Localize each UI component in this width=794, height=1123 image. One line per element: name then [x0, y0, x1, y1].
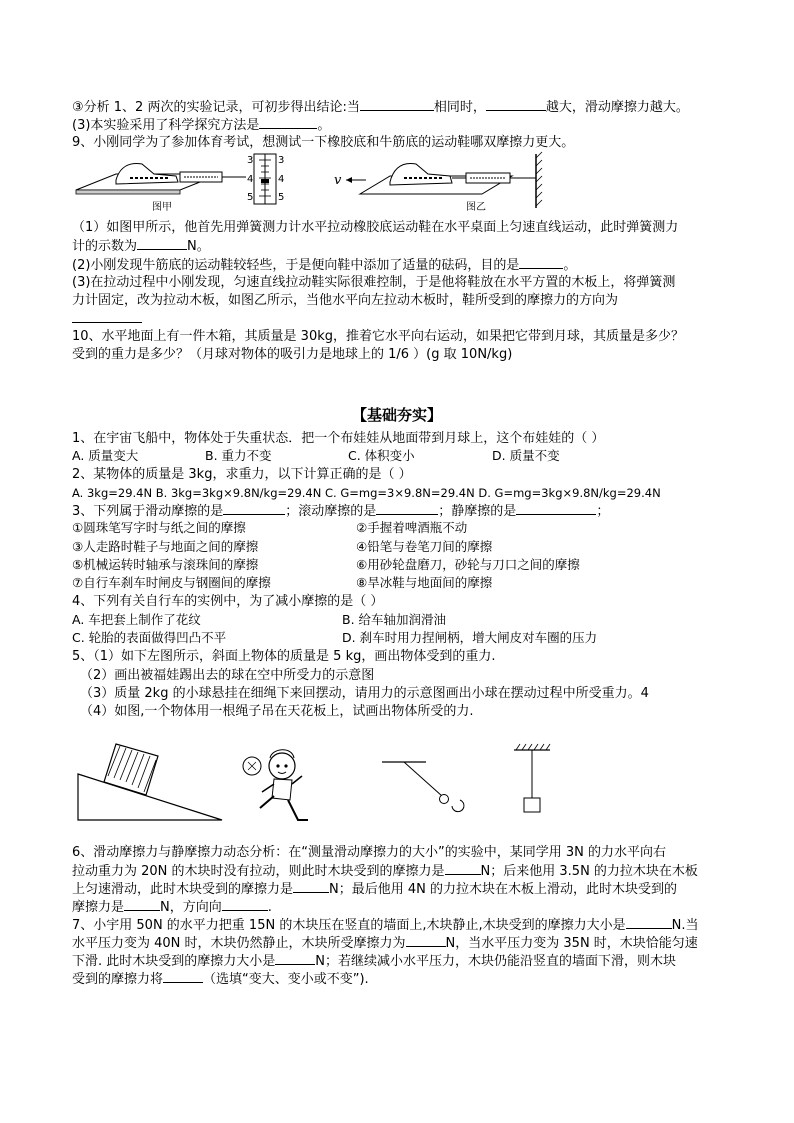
figure-yi	[330, 152, 550, 212]
blank[interactable]	[259, 116, 317, 129]
q1-option-c[interactable]: C. 体积变小	[348, 448, 415, 463]
shoe-icon	[390, 164, 452, 185]
q5-part4: （4）如图,一个物体用一根绳子吊在天花板上，试画出物体所受的力.	[80, 704, 474, 719]
q5-part2: （2）画出被福娃踢出去的球在空中所受力的示意图	[80, 668, 375, 683]
svg-text:5: 5	[278, 192, 285, 203]
q2-options[interactable]: A. 3kg=29.4N B. 3kg=3kg×9.8N/kg=29.4N C. G=mg=3×9.8N=29.4N D. G=mg=3kg×9.8N/kg=29.4N	[72, 486, 661, 500]
q5-part3: （3）质量 2kg 的小球悬挂在细绳下来回摆动，请用力的示意图画出小球在摆动过程中所受重力。4	[80, 686, 649, 701]
q3-stem: 3、下列属于滑动摩擦的是 ；滚动摩擦的是 ；静摩擦的是 ；	[72, 504, 610, 519]
q9-2: (2)小刚发现牛筋底的运动鞋较轻些，于是便向鞋中添加了适量的砝码，目的是 。	[72, 258, 577, 273]
svg-text:3: 3	[247, 155, 254, 166]
q3-item: ⑧旱冰鞋与地面间的摩擦	[356, 575, 493, 590]
svg-text:v: v	[334, 173, 342, 188]
q3-item: ⑥用砂轮盘磨刀，砂轮与刀口之间的摩擦	[356, 557, 580, 572]
incline-figure	[76, 740, 226, 822]
q7-line3: 下滑. 此时木块受到的摩擦力大小是 N；若继续减小水平压力，木块仍能沿竖直的墙面下滑，则木块	[72, 954, 676, 969]
q4-option-a[interactable]: A. 车把套上制作了花纹	[72, 612, 201, 627]
blank[interactable]	[486, 98, 546, 111]
section-title: 【基础夯实】	[351, 406, 442, 424]
mascot-kicking-ball-figure	[238, 746, 322, 826]
q9-3-line3	[72, 310, 142, 328]
blank[interactable]	[516, 502, 596, 515]
ball-icon	[440, 795, 449, 804]
q10-line1: 10、水平地面上有一件木箱，其质量是 30kg，推着它水平向右运动，如果把它带到月球，其质量是多少？	[72, 329, 684, 344]
svg-text:5: 5	[247, 192, 254, 203]
q6-line2: 拉动重力为 20N 的木块时没有拉动，则此时木块受到的摩擦力是 N；后来他用 3.5N 的力拉木块在木板	[72, 864, 698, 879]
q5-part1: 5、（1）如下左图所示，斜面上物体的质量是 5 kg，画出物体受到的重力.	[72, 649, 496, 664]
blank[interactable]	[163, 970, 203, 983]
q4-option-c[interactable]: C. 轮胎的表面做得凹凸不平	[72, 630, 227, 645]
q2-stem: 2、某物体的质量是 3kg，求重力，以下计算正确的是（ ）	[72, 467, 412, 482]
blank[interactable]	[626, 916, 672, 929]
question-9-stem: 9、小刚同学为了参加体育考试，想测试一下橡胶底和牛筋底的运动鞋哪双摩擦力更大。	[72, 135, 575, 150]
pendulum-figure	[378, 752, 478, 814]
scale-reading-figure	[244, 152, 294, 208]
svg-text:4: 4	[278, 174, 285, 185]
q9-3-line2: 力计固定，改为拉动木板，如图乙所示，当他水平向左拉动木板时，鞋所受到的摩擦力的方向为	[72, 293, 619, 308]
blank[interactable]	[223, 502, 285, 515]
q10-line2: 受到的重力是多少？（月球对物体的吸引力是地球上的 1/6 ）(g 取 10N/kg)	[72, 347, 513, 362]
blank[interactable]	[124, 898, 160, 911]
q1-option-a[interactable]: A. 质量变大	[72, 448, 139, 463]
blank[interactable]	[293, 880, 329, 893]
hanging-box-figure	[510, 742, 554, 822]
q1-stem: 1、在宇宙飞船中，物体处于失重状态．把一个布娃娃从地面带到月球上，这个布娃娃的（ ）	[72, 431, 605, 446]
blank[interactable]	[519, 256, 563, 269]
blank[interactable]	[445, 862, 481, 875]
q6-line3: 上匀速滑动，此时木块受到的摩擦力是 N；最后他用 4N 的力拉木块在木板上滑动，此时木块受到的	[72, 882, 678, 897]
q4-stem: 4、下列有关自行车的实例中，为了减小摩擦的是（ ）	[72, 594, 384, 609]
q3-item: ③人走路时鞋子与地面之间的摩擦	[72, 539, 259, 554]
svg-text:3: 3	[278, 155, 285, 166]
q4-option-b[interactable]: B. 给车轴加润滑油	[342, 612, 447, 627]
q9-3-line1: (3)在拉动过程中小刚发现，匀速直线拉动鞋实际很难控制，于是他将鞋放在水平方置的木板上，将弹簧测	[72, 275, 676, 290]
q9-1-line1: （1）如图甲所示，他首先用弹簧测力计水平拉动橡胶底运动鞋在水平桌面上匀速直线运动，此时弹簧测力	[72, 220, 679, 235]
q1-option-b[interactable]: B. 重力不变	[205, 448, 272, 463]
q6-line4: 摩擦力是 N，方向向 .	[72, 900, 272, 915]
q3-item: ⑦自行车刹车时闸皮与钢圈间的摩擦	[72, 575, 271, 590]
svg-text:图甲: 图甲	[152, 202, 172, 213]
q6-line1: 6、滑动摩擦力与静摩擦力动态分析：在“测量滑动摩擦力的大小”的实验中，某同学用 3N 的力水平向右	[72, 845, 667, 860]
q7-line4: 受到的摩擦力将 （选填“变大、变小或不变”).	[72, 972, 369, 987]
q7-line1: 7、小宇用 50N 的水平力把重 15N 的木块压在竖直的墙面上,木块静止,木块受到的摩擦力大小是 N.当	[72, 918, 699, 933]
line-method: (3)本实验采用了科学探究方法是 。	[72, 118, 331, 133]
blank[interactable]	[376, 502, 438, 515]
blank[interactable]	[137, 237, 187, 250]
q3-item: ②手握着啤酒瓶不动	[356, 520, 468, 535]
blank[interactable]	[222, 898, 268, 911]
q3-item: ④铅笔与卷笔刀间的摩擦	[356, 539, 493, 554]
blank[interactable]	[360, 98, 434, 111]
line-3-conclusion: ③分析 1、2 两次的实验记录，可初步得出结论:当 相同时， 越大，滑动摩擦力越大。	[72, 100, 689, 115]
blank[interactable]	[275, 952, 315, 965]
q4-option-d[interactable]: D. 刹车时用力捏闸柄，增大闸皮对车圈的压力	[342, 630, 598, 645]
q3-item: ⑤机械运转时轴承与滚珠间的摩擦	[72, 557, 259, 572]
q9-1-line2: 计的示数为 N。	[72, 239, 210, 254]
svg-text:图乙: 图乙	[466, 202, 486, 213]
q1-option-d[interactable]: D. 质量不变	[492, 448, 560, 463]
svg-text:4: 4	[247, 174, 254, 185]
blank[interactable]	[72, 310, 142, 323]
q3-item: ①圆珠笔写字时与纸之间的摩擦	[72, 520, 246, 535]
blank[interactable]	[406, 934, 446, 947]
q7-line2: 水平压力变为 40N 时，木块仍然静止，木块所受摩擦力为 N，当水平压力变为 35N 时，木块恰能匀速	[72, 936, 698, 951]
